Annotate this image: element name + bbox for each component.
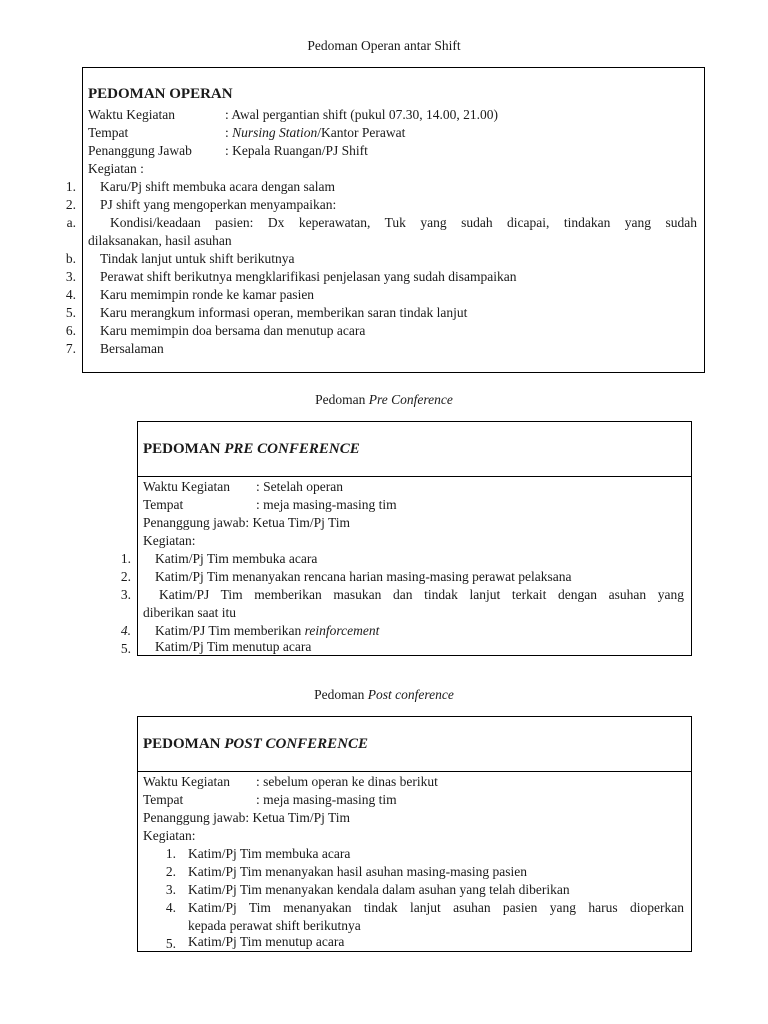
list-item: Karu memimpin doa bersama dan menutup acara [100, 323, 366, 338]
post-conference-divider [137, 771, 692, 772]
list-item-number: 3. [120, 587, 131, 602]
pre-kegiatan-label: Kegiatan: [143, 533, 196, 548]
pre-waktu-value: : Setelah operan [256, 479, 343, 494]
list-item-number: a. [66, 215, 76, 230]
list-item-number: 3. [165, 882, 176, 897]
list-item-continuation: dilaksanakan, hasil asuhan [88, 233, 232, 248]
list-item: Katim/PJ Tim memberikan reinforcement [155, 623, 380, 638]
post-tempat-value: : meja masing-masing tim [256, 792, 397, 807]
post-conference-title: PEDOMAN POST CONFERENCE [143, 736, 369, 752]
operan-title: PEDOMAN OPERAN [88, 86, 233, 102]
post-pj: Penanggung jawab: Ketua Tim/Pj Tim [143, 810, 351, 825]
list-item-number: 4. [65, 287, 76, 302]
list-item-number: 2. [120, 569, 131, 584]
operan-waktu-value: : Awal pergantian shift (pukul 07.30, 14.00, 21.00) [225, 107, 498, 122]
list-item-number: b. [65, 251, 76, 266]
list-item: Katim/Pj Tim membuka acara [188, 846, 351, 861]
list-item: Bersalaman [100, 341, 164, 356]
operan-kegiatan-label: Kegiatan : [88, 161, 144, 176]
list-item-number: 5. [120, 641, 131, 656]
list-item: Karu/Pj shift membuka acara dengan salam [100, 179, 336, 194]
list-item: Katim/Pj Tim menutup acara [155, 639, 312, 654]
post-kegiatan-label: Kegiatan: [143, 828, 196, 843]
post-waktu-label: Waktu Kegiatan [143, 774, 231, 789]
list-item-number: 5. [65, 305, 76, 320]
list-item-continuation: kepada perawat shift berikutnya [188, 918, 361, 933]
pre-conference-divider [137, 476, 692, 477]
caption-post-conference: Pedoman Post conference [314, 687, 454, 702]
post-tempat-label: Tempat [143, 792, 184, 807]
list-item: Katim/Pj Tim menanyakan hasil asuhan masing-masing pasien [188, 864, 527, 879]
list-item-number: 2. [165, 864, 176, 879]
list-item-number: 3. [65, 269, 76, 284]
list-item: Katim/Pj Tim membuka acara [155, 551, 318, 566]
list-item: Katim/Pj Tim menanyakan tindak lanjut asuhan pasien yang harus dioperkan [188, 900, 684, 915]
list-item: Karu memimpin ronde ke kamar pasien [100, 287, 315, 302]
list-item: Katim/Pj Tim menanyakan kendala dalam asuhan yang telah diberikan [188, 882, 570, 897]
pre-waktu-label: Waktu Kegiatan [143, 479, 231, 494]
list-item-number: 1. [165, 846, 176, 861]
pre-pj: Penanggung jawab: Ketua Tim/Pj Tim [143, 515, 351, 530]
list-item-continuation: diberikan saat itu [143, 605, 236, 620]
caption-operan: Pedoman Operan antar Shift [307, 38, 461, 53]
list-item: Katim/Pj Tim menanyakan rencana harian masing-masing perawat pelaksana [155, 569, 572, 584]
operan-waktu-label: Waktu Kegiatan [88, 107, 176, 122]
list-item: PJ shift yang mengoperkan menyampaikan: [100, 197, 337, 212]
operan-pj-label: Penanggung Jawab [88, 143, 192, 158]
list-item-number: 1. [65, 179, 76, 194]
list-item-number: 5. [165, 936, 176, 951]
list-item-number: 7. [65, 341, 76, 356]
operan-pj-value: : Kepala Ruangan/PJ Shift [225, 143, 368, 158]
list-item: Katim/PJ Tim memberikan masukan dan tindak lanjut terkait dengan asuhan yang [159, 587, 684, 602]
caption-pre-conference: Pedoman Pre Conference [315, 392, 453, 407]
list-item: Katim/Pj Tim menutup acara [188, 934, 345, 949]
list-item: Tindak lanjut untuk shift berikutnya [100, 251, 295, 266]
list-item-number: 2. [65, 197, 76, 212]
operan-tempat-value: : Nursing Station/Kantor Perawat [225, 125, 406, 140]
list-item: Karu merangkum informasi operan, memberikan saran tindak lanjut [100, 305, 468, 320]
pre-tempat-label: Tempat [143, 497, 184, 512]
list-item-number: 4. [165, 900, 176, 915]
list-item-number: 4. [120, 623, 131, 638]
operan-tempat-label: Tempat [88, 125, 129, 140]
list-item: Kondisi/keadaan pasien: Dx keperawatan, Tuk yang sudah dicapai, tindakan yang sudah [110, 215, 697, 230]
pre-tempat-value: : meja masing-masing tim [256, 497, 397, 512]
list-item-number: 6. [65, 323, 76, 338]
pre-conference-title: PEDOMAN PRE CONFERENCE [143, 441, 360, 457]
list-item-number: 1. [120, 551, 131, 566]
list-item: Perawat shift berikutnya mengklarifikasi penjelasan yang sudah disampaikan [100, 269, 517, 284]
post-waktu-value: : sebelum operan ke dinas berikut [256, 774, 438, 789]
